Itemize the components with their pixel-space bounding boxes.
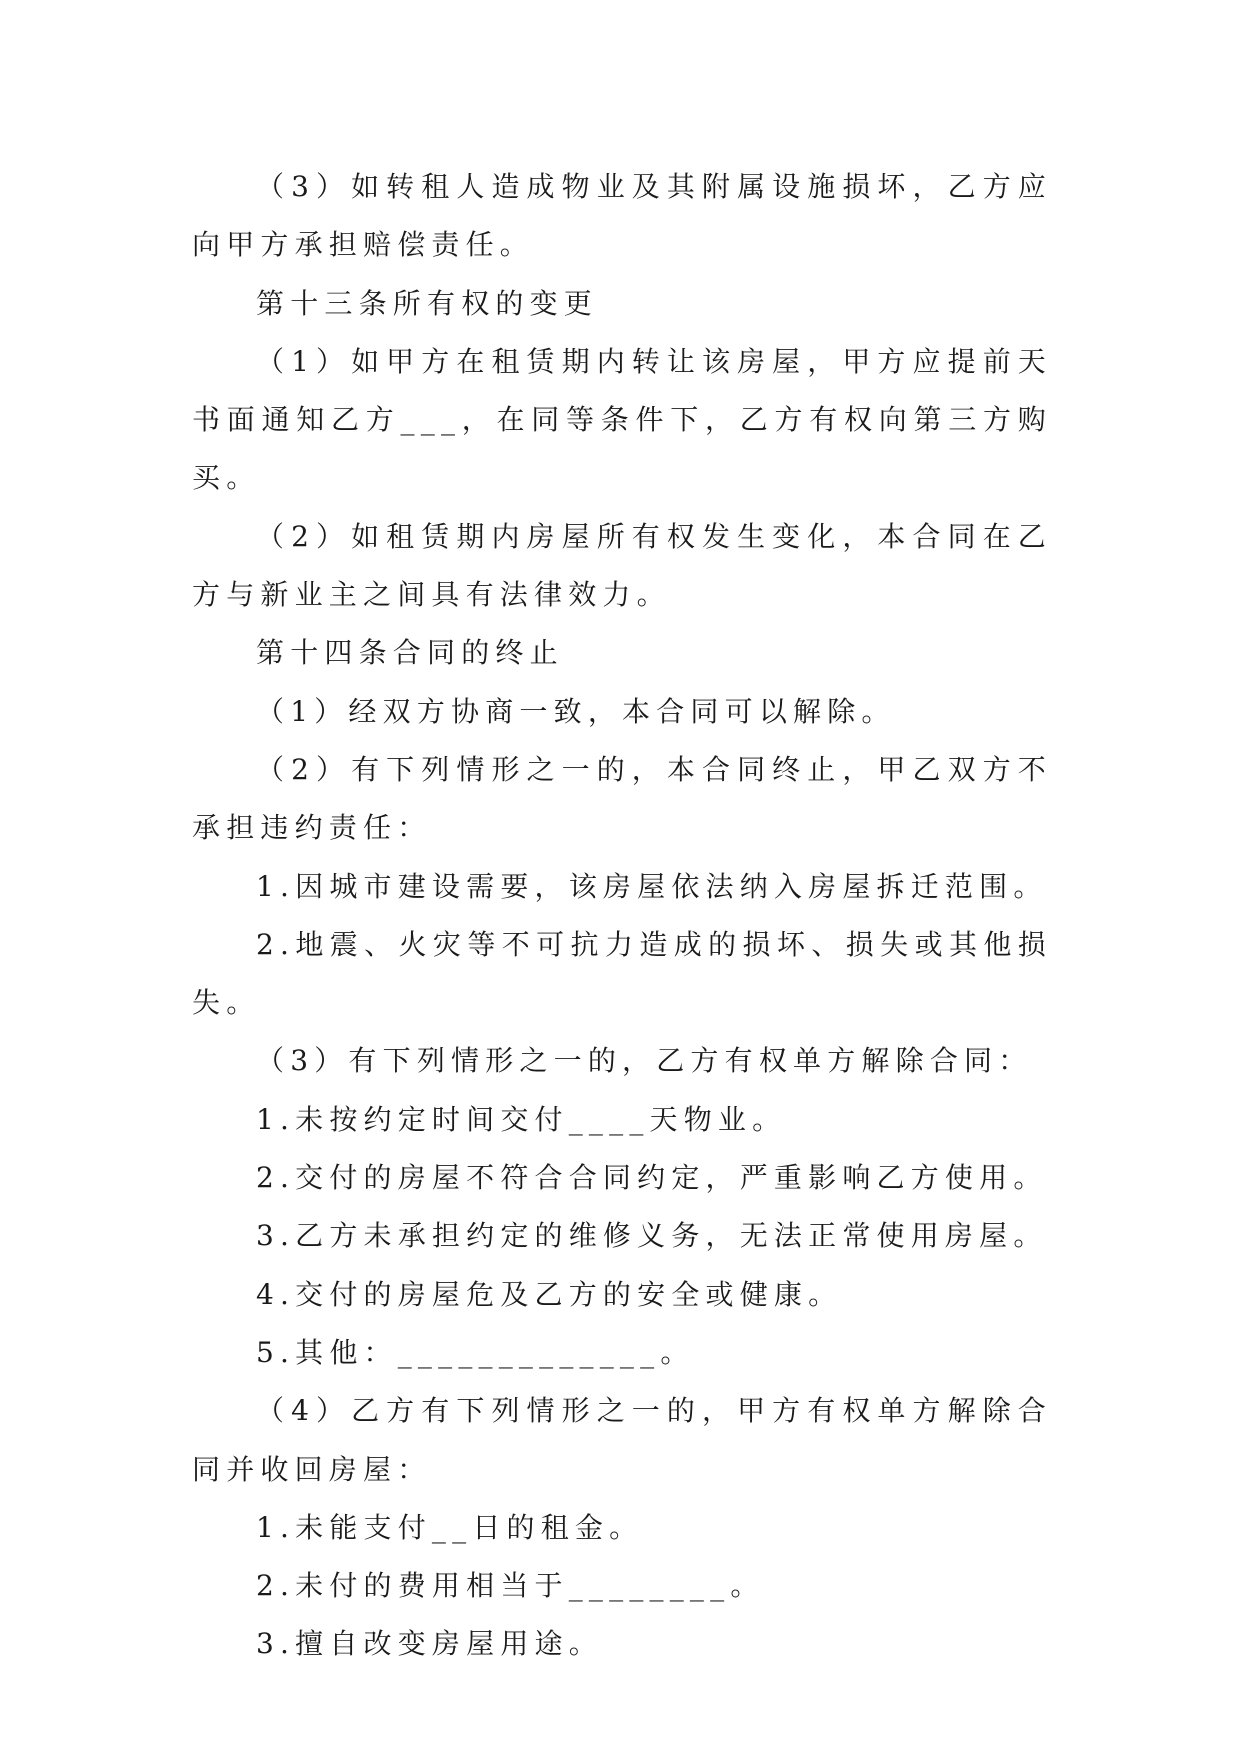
list-item-nonconforming-property: 2.交付的房屋不符合合同约定，严重影响乙方使用。 bbox=[256, 1161, 1048, 1195]
paragraph-ownership-change: （2）如租赁期内房屋所有权发生变化，本合同在乙方与新业主之间具有法律效力。 bbox=[192, 519, 1052, 612]
list-item-force-majeure: 2.地震、火灾等不可抗力造成的损坏、损失或其他损失。 bbox=[192, 927, 1052, 1020]
paragraph-landlord-termination-rights: （4）乙方有下列情形之一的，甲方有权单方解除合同并收回房屋： bbox=[192, 1394, 1052, 1486]
paragraph-tenant-termination-rights: （3）有下列情形之一的，乙方有权单方解除合同： bbox=[256, 1044, 1033, 1078]
heading-article-14: 第十四条合同的终止 bbox=[256, 636, 564, 670]
paragraph-termination-no-liability: （2）有下列情形之一的，本合同终止，甲乙双方不承担违约责任： bbox=[192, 752, 1052, 845]
list-item-unpaid-rent: 1.未能支付__日的租金。 bbox=[256, 1510, 644, 1544]
list-item-maintenance-failure: 3.乙方未承担约定的维修义务，无法正常使用房屋。 bbox=[256, 1219, 1048, 1253]
list-item-unpaid-fees: 2.未付的费用相当于________。 bbox=[256, 1569, 765, 1603]
list-item-other: 5.其他：_____________。 bbox=[256, 1335, 695, 1369]
list-item-safety-hazard: 4.交付的房屋危及乙方的安全或健康。 bbox=[256, 1277, 843, 1311]
list-item-change-of-use: 3.擅自改变房屋用途。 bbox=[256, 1627, 603, 1661]
paragraph-mutual-termination: （1）经双方协商一致，本合同可以解除。 bbox=[256, 694, 896, 728]
paragraph-sublet-damage: （3）如转租人造成物业及其附属设施损坏，乙方应向甲方承担赔偿责任。 bbox=[192, 170, 1052, 262]
list-item-late-delivery: 1.未按约定时间交付____天物业。 bbox=[256, 1102, 787, 1136]
document-body bbox=[192, 158, 1052, 1674]
paragraph-ownership-transfer: （1）如甲方在租赁期内转让该房屋，甲方应提前天书面通知乙方___，在同等条件下，乙方有权向第三方购买。 bbox=[192, 344, 1052, 495]
heading-article-13: 第十三条所有权的变更 bbox=[256, 286, 599, 320]
list-item-urban-construction: 1.因城市建设需要，该房屋依法纳入房屋拆迁范围。 bbox=[256, 869, 1048, 903]
